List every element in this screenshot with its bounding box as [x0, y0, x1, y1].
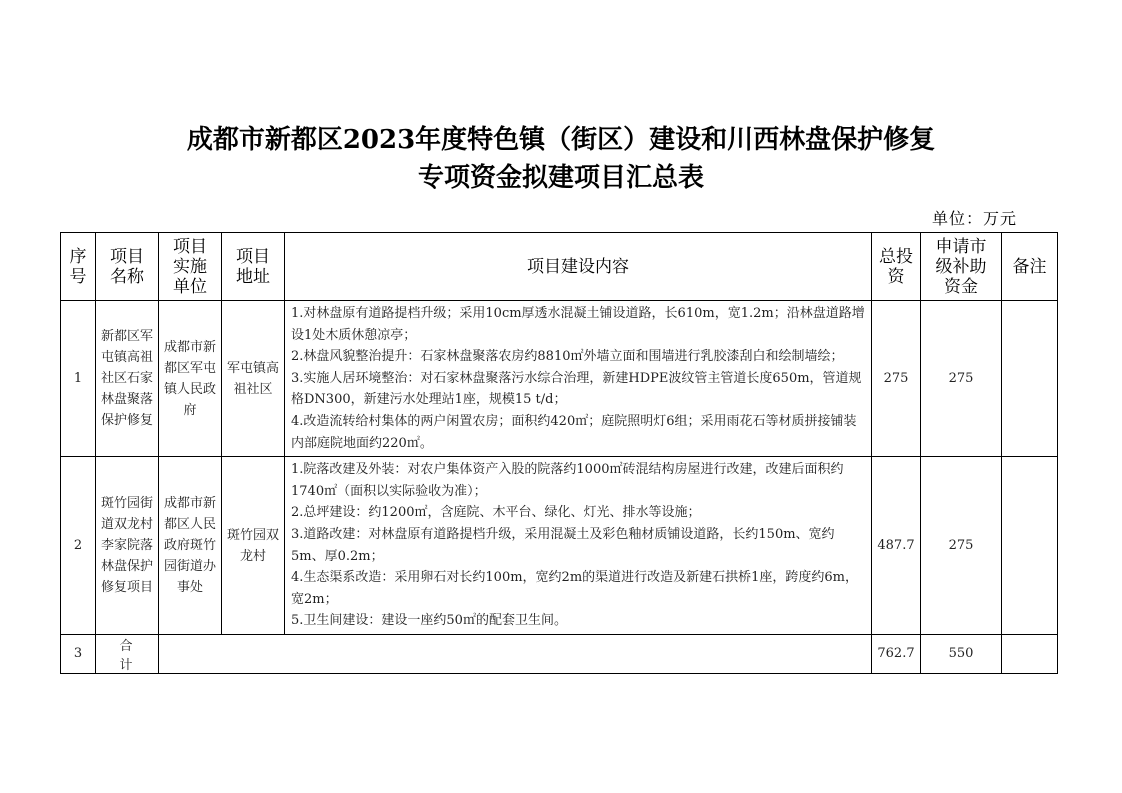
row-implementing-unit: 成都市新都区人民政府斑竹园街道办事处 — [159, 457, 222, 635]
row-total-investment: 487.7 — [872, 457, 921, 635]
total-row-remarks — [1002, 634, 1058, 673]
content-item: 1.对林盘原有道路提档升级；采用10cm厚透水混凝土铺设道路，长610m，宽1.2m；沿林盘道路增设1处木质休憩凉亭； — [291, 306, 865, 343]
content-item: 2.总坪建设：约1200㎡，含庭院、木平台、绿化、灯光、排水等设施； — [291, 505, 701, 521]
header-project-address: 项目地址 — [222, 233, 285, 301]
row-municipal-subsidy: 275 — [921, 301, 1002, 457]
row-municipal-subsidy: 275 — [921, 457, 1002, 635]
header-construction-content: 项目建设内容 — [285, 233, 872, 301]
table-header-row — [61, 233, 1058, 301]
header-implementing-unit: 项目实施单位 — [159, 233, 222, 301]
content-item: 1.院落改建及外装：对农户集体资产入股的院落约1000㎡砖混结构房屋进行改建，改建后面积约1740㎡（面积以实际验收为准）； — [291, 462, 844, 499]
header-municipal-subsidy: 申请市级补助资金 — [921, 233, 1002, 301]
header-remarks: 备注 — [1002, 233, 1058, 301]
row-project-address: 斑竹园双龙村 — [222, 457, 285, 635]
row-project-name: 新都区军屯镇高祖社区石家林盘聚落保护修复 — [96, 301, 159, 457]
content-item: 4.生态渠系改造：采用卵石对长约100m，宽约2m的渠道进行改造及新建石拱桥1座，跨度约6m，宽2m； — [291, 570, 859, 607]
total-row — [61, 634, 1058, 673]
row-project-name: 斑竹园街道双龙村李家院落林盘保护修复项目 — [96, 457, 159, 635]
document-title-line-1: 成都市新都区2023年度特色镇（街区）建设和川西林盘保护修复 — [186, 125, 936, 155]
row-construction-content — [285, 301, 872, 457]
content-item: 3.道路改建：对林盘原有道路提档升级，采用混凝土及彩色釉材质铺设道路，长约150m、宽约5m、厚0.2m； — [291, 526, 835, 564]
content-item: 4.改造流转给村集体的两户闲置农房；面积约420㎡；庭院照明灯6组；采用雨花石等材质拼接铺装内部庭院地面约220㎡。 — [291, 413, 857, 451]
total-investment-sum: 762.7 — [872, 634, 921, 673]
total-row-empty — [159, 634, 872, 673]
unit-label: 单位：万元 — [932, 209, 1018, 228]
content-item: 3.实施人居环境整治：对石家林盘聚落污水综合治理，新建HDPE波纹管主管道长度650m，管道规格DN300，新建污水处理站1座，规模15 t/d； — [291, 370, 862, 408]
table-row — [61, 457, 1058, 635]
header-seq: 序号 — [61, 233, 96, 301]
content-item: 2.林盘风貌整治提升：石家林盘聚落农房约8810㎡外墙立面和围墙进行乳胶漆刮白和绘制墙绘； — [291, 349, 844, 365]
header-total-investment: 总投资 — [872, 233, 921, 301]
row-seq: 2 — [61, 457, 96, 635]
row-implementing-unit: 成都市新都区军屯镇人民政府 — [159, 301, 222, 457]
row-remarks — [1002, 301, 1058, 457]
row-remarks — [1002, 457, 1058, 635]
total-subsidy-sum: 550 — [921, 634, 1002, 673]
row-seq: 1 — [61, 301, 96, 457]
total-row-label: 合计 — [96, 634, 159, 673]
table-row — [61, 301, 1058, 457]
row-project-address: 军屯镇高祖社区 — [222, 301, 285, 457]
total-row-seq: 3 — [61, 634, 96, 673]
document-title-line-2: 专项资金拟建项目汇总表 — [417, 163, 704, 193]
row-construction-content — [285, 457, 872, 635]
header-project-name: 项目名称 — [96, 233, 159, 301]
project-summary-table — [60, 232, 1058, 674]
row-total-investment: 275 — [872, 301, 921, 457]
content-item: 5.卫生间建设：建设一座约50㎡的配套卫生间。 — [291, 613, 567, 629]
